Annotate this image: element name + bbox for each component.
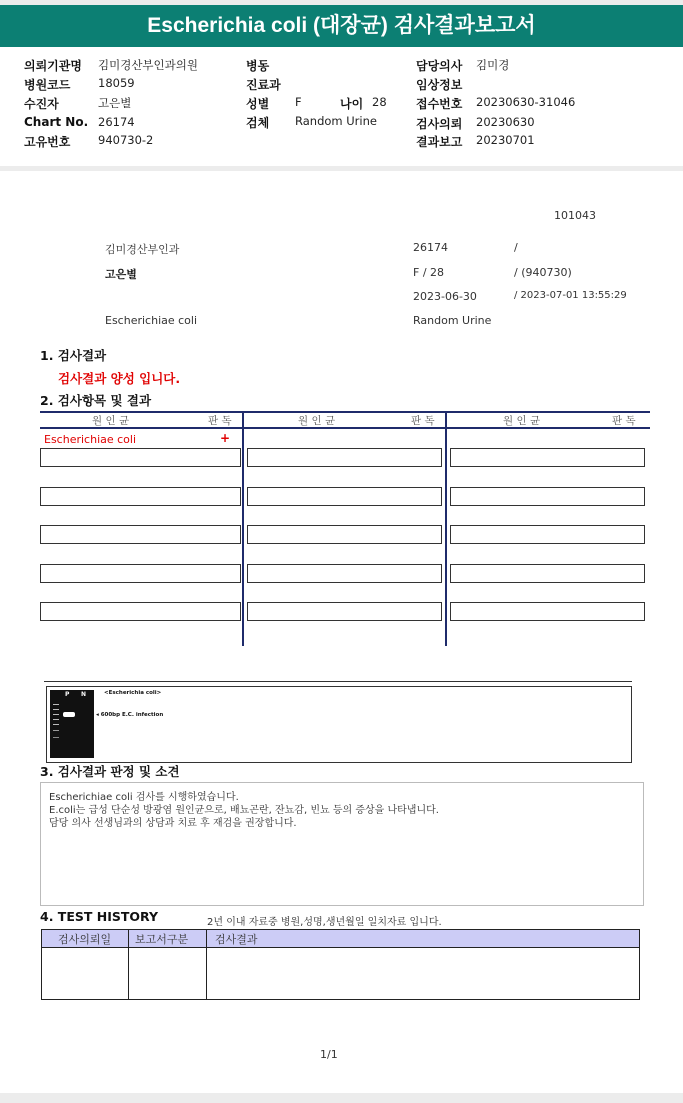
ladder-band (53, 719, 59, 720)
summary-chart: 26174 (413, 241, 448, 254)
col-organism-3: 원 인 균 (503, 415, 541, 427)
page-number: 1/1 (320, 1048, 338, 1061)
result-organism: Escherichiae coli (44, 433, 137, 446)
hospital-code-label: 병원코드 (24, 78, 71, 92)
col-judgment-3: 판 독 (612, 415, 636, 427)
positive-result: 검사결과 양성 입니다. (58, 371, 181, 386)
summary-specimen: Random Urine (413, 314, 492, 327)
unique-id-label: 고유번호 (24, 135, 71, 149)
chart-no-value: 26174 (98, 115, 135, 129)
history-col-divider (128, 930, 129, 999)
result-box (450, 564, 645, 583)
age-value: 28 (372, 95, 387, 109)
specimen-label: 검체 (246, 116, 270, 130)
requester-label: 의뢰기관명 (24, 59, 82, 73)
doctor-label: 담당의사 (416, 59, 463, 73)
report-page (0, 171, 683, 1093)
result-judgment: + (220, 431, 231, 445)
patient-value: 고은별 (98, 96, 132, 110)
receipt-no-label: 접수번호 (416, 97, 463, 111)
clinical-info-label: 임상정보 (416, 78, 463, 92)
ladder-band (53, 709, 59, 710)
section3-title: 3. 검사결과 판정 및 소견 (40, 764, 180, 779)
gel-band-label-text: 600bp E.C. infection (100, 712, 164, 718)
result-box (247, 602, 442, 621)
doctor-value: 김미경 (476, 58, 510, 72)
result-box (450, 487, 645, 506)
ward-label: 병동 (246, 59, 270, 73)
section2-title: 2. 검사항목 및 결과 (40, 393, 152, 408)
summary-report-datetime: / 2023-07-01 13:55:29 (514, 290, 627, 301)
ladder-band (53, 737, 59, 738)
summary-sex-age: F / 28 (413, 266, 445, 279)
unique-id-value: 940730-2 (98, 133, 154, 147)
results-table-top-rule (40, 411, 650, 413)
opinion-line-2: E.coli는 급성 단순성 방광염 원인균으로, 배뇨곤란, 잔뇨감, 빈뇨 등의 증상을 나타냅니다. (49, 805, 439, 816)
opinion-line-1: Escherichiae coli 검사를 시행하였습니다. (49, 792, 239, 803)
result-box (40, 448, 241, 467)
gel-caption: <Escherichia coli> (104, 690, 162, 696)
gel-band-label (96, 712, 163, 718)
ladder-band (53, 714, 59, 715)
divider-line (44, 681, 632, 682)
col-organism-1: 원 인 균 (92, 415, 130, 427)
results-col-divider-1 (242, 411, 244, 646)
summary-patient: 고은별 (105, 268, 137, 281)
patient-label: 수진자 (24, 97, 59, 111)
ladder-band (53, 704, 59, 705)
result-box (40, 602, 241, 621)
history-col-divider (206, 930, 207, 999)
history-table (41, 929, 640, 1000)
chart-no-label: Chart No. (24, 115, 89, 129)
gel-image-frame (46, 686, 632, 763)
section1-title: 1. 검사결과 (40, 348, 107, 363)
col-judgment-1: 판 독 (208, 415, 232, 427)
gel-lane-n: N (81, 691, 87, 698)
result-box (40, 525, 241, 544)
history-col-type: 보고서구분 (135, 933, 189, 946)
report-title: Escherichia coli (대장균) 검사결과보고서 (0, 5, 683, 47)
result-box (40, 487, 241, 506)
result-box (247, 525, 442, 544)
summary-hospital: 김미경산부인과 (105, 243, 180, 256)
result-box (450, 525, 645, 544)
history-table-header (42, 930, 639, 948)
report-date-label: 결과보고 (416, 135, 463, 149)
result-box (247, 448, 442, 467)
opinion-box (40, 782, 644, 906)
result-box (450, 448, 645, 467)
gel-electrophoresis-image (50, 690, 94, 758)
report-date-value: 20230701 (476, 133, 535, 147)
result-box (247, 487, 442, 506)
header-panel (0, 47, 683, 166)
specimen-value: Random Urine (295, 114, 377, 128)
section4-title: 4. TEST HISTORY (40, 909, 159, 924)
summary-test-name: Escherichiae coli (105, 314, 198, 327)
age-label: 나이 (340, 97, 364, 111)
receipt-no-value: 20230630-31046 (476, 95, 576, 109)
ladder-band (53, 724, 59, 725)
history-col-date: 검사의뢰일 (58, 933, 112, 946)
summary-request-date: 2023-06-30 (413, 290, 477, 303)
request-date-value: 20230630 (476, 115, 535, 129)
result-box (40, 564, 241, 583)
ladder-band (53, 730, 59, 731)
history-col-result: 검사결과 (215, 933, 258, 946)
result-box (450, 602, 645, 621)
requester-value: 김미경산부인과의원 (98, 58, 198, 72)
summary-birth: / (940730) (514, 266, 572, 279)
request-date-label: 검사의뢰 (416, 117, 463, 131)
result-box (247, 564, 442, 583)
col-judgment-2: 판 독 (411, 415, 435, 427)
dept-label: 진료과 (246, 78, 281, 92)
results-table-header-rule (40, 427, 650, 429)
gel-lane-p: P (65, 691, 70, 698)
summary-slash: / (514, 241, 518, 254)
hospital-code-value: 18059 (98, 76, 135, 90)
sex-value: F (295, 95, 302, 109)
report-code: 101043 (554, 209, 596, 222)
opinion-line-3: 담당 의사 선생님과의 상담과 치료 후 재검을 권장합니다. (49, 818, 297, 829)
col-organism-2: 원 인 균 (298, 415, 336, 427)
history-note: 2년 이내 자료중 병원,성명,생년월일 일치자료 입니다. (207, 917, 442, 928)
results-col-divider-2 (445, 411, 447, 646)
sex-label: 성별 (246, 97, 270, 111)
arrow-left-icon: ◂ (96, 712, 99, 718)
positive-band (63, 712, 75, 717)
